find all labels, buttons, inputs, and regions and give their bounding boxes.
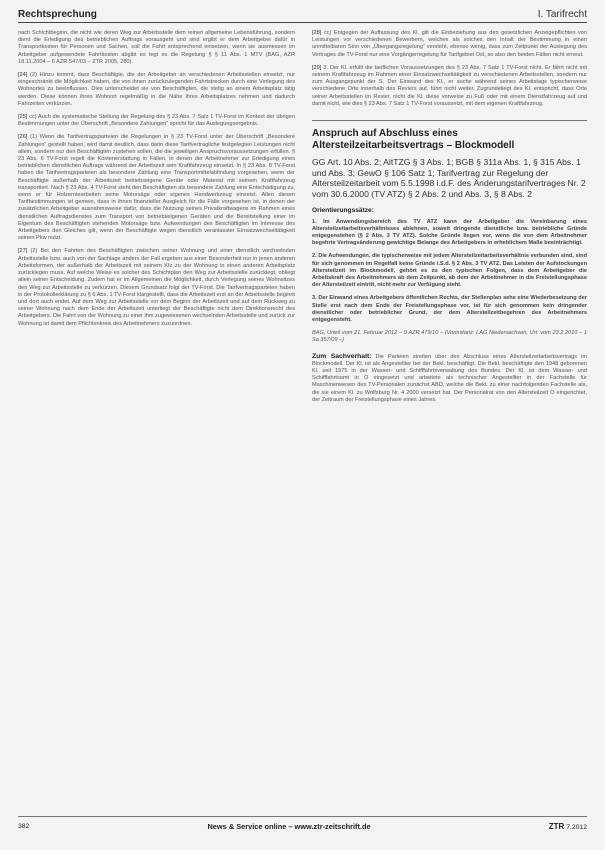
footer-website: News & Service online – www.ztr-zeitschrift.de xyxy=(207,822,371,831)
guiding-principle: 1. Im Anwendungsbereich des TV ATZ kann der Arbeitgeber die Vereinbarung eines Altersteilzeitarbeitsverhältnisses ablehnen, soweit dringende dienstliche bzw. betriebliche Gründe entgegenstehen (§ 2 Abs. 3 TV ATZ). Solche Gründe liegen vor, wenn die von dem Arbeitnehmer begehrte Vertragsänderung gewichtige Belange des Arbeitgebers in erheblichem Maße beeinträchtigt. xyxy=(312,218,587,247)
paragraph xyxy=(18,72,295,108)
ruling-norms: GG Art. 10 Abs. 2; AltTZG § 3 Abs. 1; BGB § 311a Abs. 1, § 315 Abs. 1 und Abs. 3; GewO § 106 Satz 1; Tarifvertrag zur Regelung der Altersteilzeitarbeit vom 5.5.1998 i.d.F. des Änderungstarifvertrages Nr. 2 vom 30.6.2000 (TV ATZ) § 2 Abs. 2 und Abs. 3, § 8 Abs. 2 xyxy=(312,157,586,199)
category-label: I. Tarifrecht xyxy=(537,9,587,20)
paragraph-text: cc) Auch die systematische Stellung der Regelung des § 23 Abs. 7 Satz 1 TV-Forst im Kontext der übrigen Bestimmungen unter der Überschrift „Besondere Zahlungen“ spricht für das Auslegungsergebnis. xyxy=(18,114,295,128)
paragraph-number: [27] xyxy=(18,248,28,255)
paragraph xyxy=(312,30,587,59)
paragraph-text: (2) Hinzu kommt, dass Beschäftigte, die der Arbeitgeber an verschiedenen Arbeitsstellen einsetzt, nur eingeschränkt die Möglichkeit haben, die von ihnen zurückzulegenden Fahrtstrecken durch eine Verlegung des Wohnortes zu beeinflussen. Dies unterscheidet sie von Beschäftigten, die stetig an einem Arbeitsplatz tätig werden. Diese können ihren Wohnort regelmäßig in die Nähe ihres Arbeitsplatzes nehmen und dadurch Fahrzeiten verkürzen. xyxy=(18,72,295,107)
guiding-principle: 3. Der Einwand eines Arbeitgebers öffentlichen Rechts, der Stellenplan sehe eine Wiederbesetzung der Stelle erst nach dem Ende der Freistellungsphase vor, ist für sich genommen kein dringender dienstlicher oder betrieblicher Grund, der dem Altersteilzeitbegehren des Arbeitnehmers entgegensteht. xyxy=(312,295,587,324)
facts-heading: Zum Sachverhalt: xyxy=(312,352,372,360)
paragraph xyxy=(312,65,587,108)
paragraph-text: (2) Bei den Fahrten des Beschäftigten zwischen seiner Wohnung und einer dienstlich wechselnden Arbeitsstelle bzw. auch von der Sachlage anders der Fall ergeben aus einer Besonderheit nur in jenen anderen Arbeitsformen, der außerhalb der Arbeitszeit mit seinem Kfz zu der Wohnung in einen anderen Arbeitsplatz zurücklegen muss. Auf welche Weise es solcher des Schichtplan den Weg zur Arbeitsstelle zurücklegt, obliegt allein seiner Entscheidung. Zudem hat er im Allgemeinen die Möglichkeit, durch Verlegung seines Wohnsitzes den Weg zur Arbeitsstelle zu verkürzen. Diesem Grundsatz folgt der TV-Forst. Die Tarifvertragsparteien haben in der Protokollerklärung zu § 6 Abs. 1 TV-Forst klargestellt, dass die Arbeitszeit erst an der Arbeitsstelle beginnt und dort auch endet. Auf dem Weg zur Arbeitsstelle vor dem Beginn der Arbeitszeit und auf dem Rückweg zu seiner Wohnung nach dem Ende der Arbeitszeit unterliegt der Beschäftigte nicht dem Direktionsrecht des Arbeitgebers. Die Fahrt von der Wohnung zu einer ihm zugewiesenen wechselnden Arbeitsstelle und zurück zur Wohnung ist damit dem Pflichtenkreis des Arbeitnehmers zuzuordnen. xyxy=(18,248,295,327)
right-column xyxy=(312,30,587,410)
paragraph-number: [28] xyxy=(312,30,322,36)
guiding-principles-heading: Orientierungssätze: xyxy=(312,207,374,215)
paragraph xyxy=(18,30,295,66)
header-rule xyxy=(18,22,587,23)
left-column xyxy=(18,30,295,334)
page-number: 382 xyxy=(18,823,30,830)
paragraph-text: nach Schichtbeginn, die nicht wie deren Weg zur Arbeitsstelle dem reinen allgemeine Lebensführung, sondern dient die Erledigung des betrieblichen Auftrags vorausgeht und sind ergibt er dem Arbeitgeber dafür in Transportkosten für Personen und Sachen, soll die Fahrt entsprechend einsetzen, wenn sie ausmessen im Arbeitgeber aufgewendete Fahrtkosten abgibt es tegt es die Regelung § § 11 Abs. 1 MTV (BAG, AZR 18.11.2004 – 6 AZR 547/03 – ZTR 2005, 280). xyxy=(18,30,295,65)
paragraph xyxy=(18,134,295,242)
section-title: Rechtsprechung xyxy=(18,9,97,20)
paragraph-number: [26] xyxy=(18,134,28,141)
paragraph xyxy=(18,248,295,327)
facts-text: Die Parteien streiten über den Abschluss eines Altersteilzeitarbeitsvertrags im Blockmodell. Der Kl. ist als Angestellter bei der Bekl. beschäftigt. Die Bekl. beschäftigte den 1948 geborenen Kl. seit 1975 in der Wasser- und Schifffahrtsverwaltung des Bundes. Der Kl. ist dem Wasser- und Schifffahrtsamt in O eingesetzt und arbeitete als technischer Angestellter in der Fachstelle für Maschinenwesen des TV-Personalen zunächst ABD, welche die Bekl. zu einer nachfolgenden Fachstelle als, die sie einem Kl. zu Wolfsburg Nr. 4 2000 versetzt hat. Der Personalrat von den Altersteilzeit O eingerichtet, der Zeitraum der Freistellungsphase eines Jahres. xyxy=(312,353,587,403)
page-header xyxy=(18,4,587,20)
paragraph xyxy=(18,114,295,128)
issue-number: 7.2012 xyxy=(566,824,587,831)
footer-issue xyxy=(549,822,587,831)
paragraph-number: [29] xyxy=(312,64,322,71)
paragraph-text: (1) Wenn die Tarifvertragsparteien die Regelungen in § 23 TV-Forst unter der Überschrift „Besondere Zahlungen“ gestellt haben, wird damit deutlich, dass darin diese Tarifvertragliche festgelegten Leistungen nicht allein, sondern nur den Beschäftigten zustehen sollen, die die jeweiligen Anspruchsvoraussetzungen erfüllen. § 23 Abs. 6 TV-Forst regelt die Kostenerstattung in Fällen, in denen der Arbeitnehmer zur Erledigung eines betrieblichen dienstlichen Auftrags während der Arbeitszeit sein Kraftfahrzeug einsetzt. In § 23 Abs. 8 TV-Forst haben die Tarifvertragsparteien als besondere Zahlung eine Transportmittelabfindung vorgesehen, wenn der Beschäftigte außerhalb der Arbeitszeit betriebseigene Geräte oder Material mit seinem Kraftfahrzeug transportiert. Nach § 23 Abs. 4 TV-Forst steht den Beschäftigten als besondere Zahlung eine Entschädigung zu, wenn er für Holzerntearbeiten seine Motorsäge oder eigenes Handwerkzeug einsetzt. Allen diesen Tarifbestimmungen ist gemein, dass in ihnen finanzieller Ausgleich für die Fälle vorgesehen ist, in denen der zusätzlichen Arbeitgeber ausnahmsweise dafür, dass die Nutzung seines Privatkraftwagens im Rahmen eines dienstlichen Auftragsdienstes zum Transport von betriebseigenen Geräten und die Bereitstellung einer im Eigentum des Beschäftigten stehenden Motorsäge bzw. Aufwendungen des Beschäftigten im Interesse des Arbeitgebers den Gleiches gilt, wenn der Beschäftigte wegen dienstlich veranlasster Einsatzwechseltätigkeit seinen Pkw nutzt. xyxy=(18,134,295,242)
facts-paragraph xyxy=(312,353,587,404)
paragraph-text: 3. Der Kl. erfüllt die tariflichen Voraussetzungen des § 23 Abs. 7 Satz 1 TV-Forst nicht. Er fährt nicht mit seinem Kraftfahrzeug im Rahmen einer Einsatzwechseltätigkeit zu verschiedenen Arbeitsstellen, sondern nur zum Ausgangspunkt der S. Der Einwand des Kl., er suche während seines Arbeitstags typischerweise verschiedene Orte innerhalb des Reviers auf, führt nicht weiter. Zugrundeliegt des Kl. entspricht, dass Orte seiner Arbeitsstellen im Revier, nicht die Kl. diese vorweise zu Fuß oder mit einem Dienstfahrzeug auf und damit nicht, wie dies § 23 Abs. 7 Satz 1 TV-Forst voraussetzt, mit dem eigenen Kraftfahrzeug. xyxy=(312,64,588,107)
page-footer xyxy=(18,822,587,831)
guiding-principle: 2. Die Aufwendungen, die typischerweise mit jedem Altersteilzeitarbeitsverhältnis verbunden sind, sind für sich genommen im Regelfall keine Gründe i.S.d. § 2 Abs. 3 TV ATZ. Das Leisten der Aufstockungen Altersteilzeit im Blockmodell, gehört es zu den typischen Folgen, dass dem Arbeitgeber die Arbeitskraft des Arbeitnehmers ab dem Zeitpunkt, ab dem der Arbeitnehmer in die Freistellungsphase der Altersteilzeit eintritt, nicht mehr zur Verfügung steht. xyxy=(312,253,587,289)
paragraph-text: cc) Entgegen der Auffassung des Kl. gilt die Einbeziehung aus den gesetzlichen Anzeigepflichten von Leistungen vor verschiedenen Bewerbern, welches als solches den Inhalt der Bestimmung in einen unmittelbaren Sinn von „Übergangsregelung“ versteht, ebenso wenig, dass zum Zeitpunkt der Auslegung des Vertrages die TV-Forst nur eine Vorgängerregelung für Tarifgebiet Ost, so also den beiden Fällen nicht erneut. xyxy=(312,30,587,58)
paragraph-number: [24] xyxy=(18,72,28,79)
court-citation: BAG, Urteil vom 21. Februar 2012 – 9 AZR 479/10 – (Vorinstanz: LAG Niedersachsen, Urt. vom 23.2.2010 – 1 Sa 357/09 –) xyxy=(312,330,587,344)
paragraph-number: [25] xyxy=(18,114,28,121)
journal-name: ZTR xyxy=(548,822,565,831)
footer-rule xyxy=(18,816,587,817)
section-divider xyxy=(312,120,587,121)
ruling-title: Anspruch auf Abschluss eines Altersteilzeitarbeitsvertrags – Blockmodell xyxy=(312,128,515,151)
